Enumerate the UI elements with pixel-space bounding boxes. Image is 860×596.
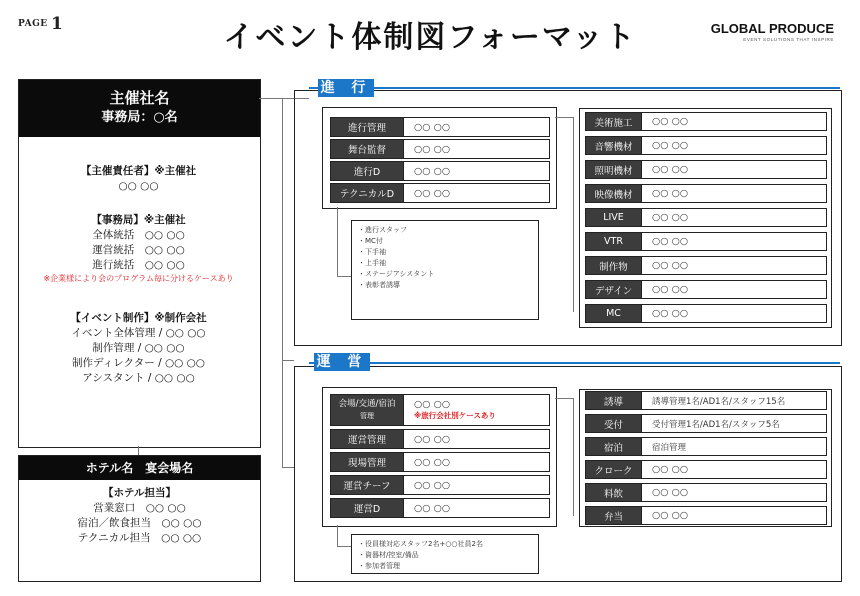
- row-label: 料飲: [586, 484, 642, 501]
- unei-main-row: [330, 452, 550, 472]
- row-label: クローク: [586, 461, 642, 478]
- organizer-office: 事務局：○名: [101, 110, 178, 125]
- page-label: PAGE: [18, 19, 48, 29]
- connector-line: [282, 467, 294, 468]
- shinko-sub-row: [585, 232, 827, 251]
- hotel-line: 宿泊／飲食担当 ○○ ○○: [77, 517, 202, 529]
- hotel-line: テクニカル担当 ○○ ○○: [77, 532, 202, 544]
- group-line: 全体統括 ○○ ○○: [92, 229, 185, 241]
- row-value: ○○ ○○: [642, 281, 688, 298]
- hotel-box: [18, 455, 261, 582]
- hotel-heading: 【ホテル担当】: [103, 487, 176, 499]
- shinko-sub-row: [585, 280, 827, 299]
- note-line: ・上手袖: [358, 259, 386, 267]
- page-title: イベント体制図フォーマット: [223, 20, 637, 55]
- row-value: 宿泊管理: [642, 438, 686, 455]
- row-label: 受付: [586, 415, 642, 432]
- group-line: 進行統括 ○○ ○○: [92, 259, 185, 271]
- row-value: ○○ ○○: [642, 484, 688, 501]
- group-heading: 【事務局】※主催社: [91, 214, 186, 226]
- note-line: ・参加者管理: [358, 562, 400, 570]
- row-label: VTR: [586, 233, 642, 250]
- connector-line: [573, 398, 574, 516]
- row-value: ○○ ○○: [642, 507, 688, 524]
- row-value: ○○ ○○: [642, 209, 688, 226]
- row-label: MC: [586, 305, 642, 322]
- row-value: 誘導管理1名/AD1名/スタッフ15名: [642, 392, 785, 409]
- row-label: [331, 395, 404, 425]
- shinko-tab: 進 行: [318, 79, 374, 97]
- unei-main-row: [330, 498, 550, 518]
- unei-sub-row: [585, 483, 827, 502]
- row-label: 舞台監督: [331, 140, 404, 158]
- row-value: ○○ ○○: [404, 476, 450, 494]
- row-label: 音響機材: [586, 137, 642, 154]
- row-value: ○○ ○○: [404, 184, 450, 202]
- row-value: ○○ ○○: [404, 140, 450, 158]
- unei-sub-row: [585, 391, 827, 410]
- shinko-sub-row: [585, 160, 827, 179]
- hotel-contacts: [19, 486, 260, 546]
- connector-line: [555, 398, 573, 399]
- row-label: 弁当: [586, 507, 642, 524]
- row-value: ○○ ○○: [404, 162, 450, 180]
- shinko-sub-row: [585, 256, 827, 275]
- note-line: ・MC付: [358, 237, 383, 245]
- organizer-group-2: [19, 213, 258, 284]
- connector-line: [573, 117, 574, 312]
- row-label: 現場管理: [331, 453, 404, 471]
- group-line: 制作管理 / ○○ ○○: [92, 342, 185, 354]
- row-label: 進行管理: [331, 118, 404, 136]
- row-label: 運営チーフ: [331, 476, 404, 494]
- unei-main-row: [330, 429, 550, 449]
- row-value: ○○ ○○: [642, 161, 688, 178]
- unei-tab: 運 営: [314, 353, 370, 371]
- unei-main-row: [330, 475, 550, 495]
- row-label: 運営管理: [331, 430, 404, 448]
- shinko-main-row: [330, 117, 550, 137]
- shinko-main-row: [330, 183, 550, 203]
- unei-sub-row: [585, 460, 827, 479]
- group-line: 制作ディレクター / ○○ ○○: [72, 357, 205, 369]
- row-label: LIVE: [586, 209, 642, 226]
- organizer-group-1: [19, 164, 258, 194]
- shinko-notes: [351, 220, 539, 320]
- row-label: 宿泊: [586, 438, 642, 455]
- group-line: イベント全体管理 / ○○ ○○: [71, 327, 206, 339]
- brand-tagline: EVENT SOLUTIONS THAT INSPIRE: [743, 37, 834, 42]
- row-value-text: ○○ ○○: [414, 399, 451, 410]
- organizer-name: 主催社名: [109, 89, 170, 107]
- row-value-note: ※旅行会社別ケースあり: [414, 411, 496, 420]
- row-label: 美術施工: [586, 113, 642, 130]
- note-line: ・資器材/控室/備品: [358, 551, 419, 559]
- organizer-header: [19, 80, 260, 137]
- brand-logo: [711, 21, 834, 42]
- unei-notes: [351, 534, 539, 574]
- shinko-sub-row: [585, 208, 827, 227]
- organizer-box: [18, 79, 261, 448]
- unei-bar: [309, 362, 840, 364]
- connector-line: [337, 207, 338, 277]
- row-value: ○○ ○○: [642, 305, 688, 322]
- group-heading: 【イベント制作】※制作会社: [70, 312, 207, 324]
- row-value: ○○ ○○: [404, 499, 450, 517]
- connector-line: [282, 98, 283, 468]
- group-heading: 【主催責任者】※主催社: [80, 165, 197, 177]
- shinko-bar: [309, 87, 840, 89]
- group-line: 運営統括 ○○ ○○: [92, 244, 185, 256]
- row-value: ○○ ○○: [642, 257, 688, 274]
- unei-sub-row: [585, 437, 827, 456]
- connector-line: [337, 546, 351, 547]
- unei-sub-row: [585, 506, 827, 525]
- row-label: 制作物: [586, 257, 642, 274]
- row-value: ○○ ○○: [642, 461, 688, 478]
- unei-sub-row: [585, 414, 827, 433]
- row-label-line: 会場/交通/宿泊: [338, 399, 396, 409]
- unei-main-row: [330, 394, 550, 426]
- shinko-sub-row: [585, 112, 827, 131]
- hotel-line: 営業窓口 ○○ ○○: [93, 502, 186, 514]
- note-line: ・下手袖: [358, 248, 386, 256]
- row-value: ○○ ○○: [404, 453, 450, 471]
- group-line: ○○ ○○: [118, 180, 159, 192]
- row-label: 進行D: [331, 162, 404, 180]
- organizer-group-3: [19, 311, 258, 386]
- shinko-sub-row: [585, 304, 827, 323]
- note-line: ・進行スタッフ: [358, 226, 407, 234]
- row-label: デザイン: [586, 281, 642, 298]
- row-value: ○○ ○○: [404, 118, 450, 136]
- hotel-header: ホテル名 宴会場名: [19, 456, 260, 480]
- row-value: ○○ ○○: [642, 137, 688, 154]
- group-line: アシスタント / ○○ ○○: [82, 372, 195, 384]
- row-label: 照明機材: [586, 161, 642, 178]
- shinko-main-row: [330, 139, 550, 159]
- row-value: ○○ ○○: [642, 113, 688, 130]
- group-note: ※企業様により会のプログラム毎に分けるケースあり: [43, 274, 234, 283]
- row-label-line: 管理: [360, 412, 374, 420]
- shinko-sub-row: [585, 184, 827, 203]
- shinko-sub-row: [585, 136, 827, 155]
- brand-name: GLOBAL PRODUCE: [710, 21, 834, 36]
- row-label: 映像機材: [586, 185, 642, 202]
- connector-line: [282, 360, 294, 361]
- connector-line: [555, 117, 573, 118]
- note-line: ・ステージアシスタント: [358, 270, 435, 278]
- row-value: ○○ ○○: [642, 233, 688, 250]
- note-line: ・役員様対応スタッフ2名+○○社員2名: [358, 540, 483, 548]
- row-label: テクニカルD: [331, 184, 404, 202]
- row-value: [404, 395, 496, 425]
- row-value: ○○ ○○: [404, 430, 450, 448]
- shinko-main-row: [330, 161, 550, 181]
- page-number: 1: [51, 14, 63, 34]
- note-line: ・表彰者誘導: [358, 281, 400, 289]
- row-value: 受付管理1名/AD1名/スタッフ5名: [642, 415, 780, 432]
- row-label: 運営D: [331, 499, 404, 517]
- connector-line: [337, 525, 338, 547]
- row-label: 誘導: [586, 392, 642, 409]
- row-value: ○○ ○○: [642, 185, 688, 202]
- connector-line: [337, 276, 351, 277]
